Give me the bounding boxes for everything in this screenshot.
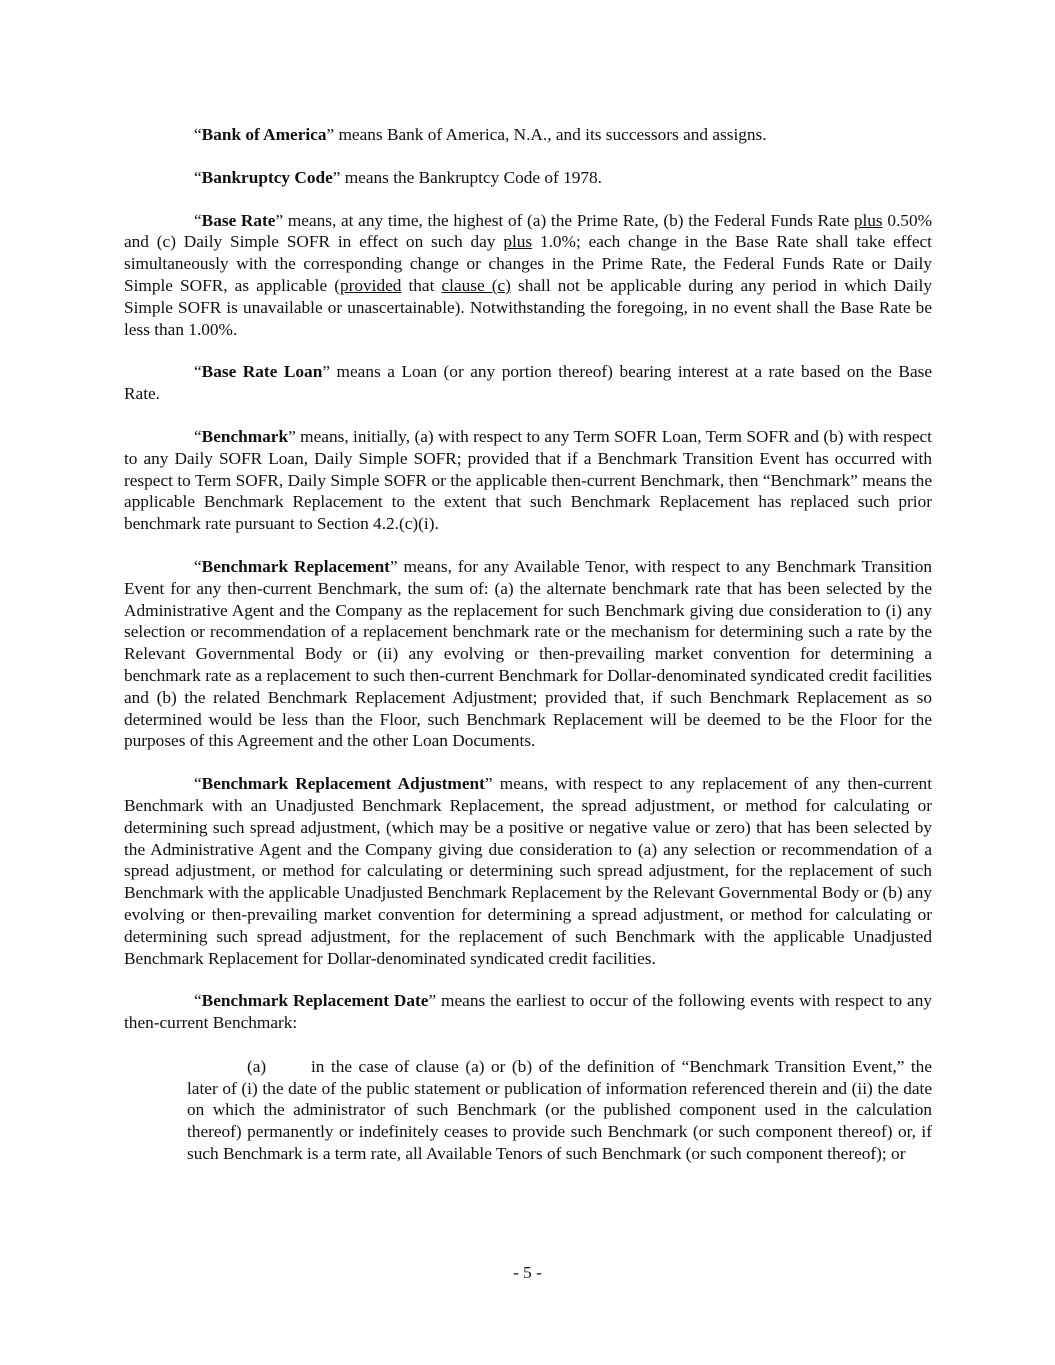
document-page <box>124 124 932 1165</box>
underlined-word: plus <box>503 232 533 252</box>
definition-bankruptcy-code: “Bankruptcy Code” means the Bankruptcy Code of 1978. <box>194 167 602 187</box>
definition-text: means, initially, (a) with respect to any Term SOFR Loan, Term SOFR and (b) with respect to any Daily SOFR Loan, Daily Simple SOFR; provided that if a Benchmark Transition Event has occurred with respect to Term SOFR, Daily Simple SOFR or the applicable then-current Benchmark, then “Benchmark” means the applicable Benchmark Replacement to the extent that such Benchmark Replacement has replaced such prior benchmark rate pursuant to Section 4.2.(c)(i). <box>124 426 932 534</box>
definition-benchmark-replacement-date: “Benchmark Replacement Date” means the earliest to occur of the following events with respect to any then-current Benchmark: <box>124 991 932 1033</box>
clause-text: in the case of clause (a) or (b) of the definition of “Benchmark Transition Event,” the later of (i) the date of the public statement or publication of information referenced therein and (ii) the date on which the administrator of such Benchmark (or the published component used in the calculation thereof) permanently or indefinitely ceases to provide such Benchmark (or such component thereof) or, if such Benchmark is a term rate, all Available Tenors of such Benchmark (or such component thereof); or <box>187 1056 932 1164</box>
clause-label: (a) <box>247 1056 267 1076</box>
definition-text: means, with respect to any replacement of any then-current Benchmark with an Unadjusted Benchmark Replacement, the spread adjustment, or method for calculating or determining such spread adjustment, (which may be a positive or negative value or zero) that has been selected by the Administrative Agent and the Company giving due consideration to (a) any selection or recommendation of a spread adjustment, or method for calculating or determining such spread adjustment, for the replacement of such Benchmark with the applicable Unadjusted Benchmark Replacement by the Relevant Governmental Body or (b) any evolving or then-prevailing market convention for determining a spread adjustment, or method for calculating or determining such spread adjustment, for the replacement of such Benchmark with the applicable Unadjusted Benchmark Replacement for Dollar-denominated syndicated credit facilities. <box>124 774 932 968</box>
defined-term: Bank of America <box>201 125 327 144</box>
definition-text: means, at any time, the highest of (a) the Prime Rate, (b) the Federal Funds Rate <box>283 210 854 230</box>
definition-benchmark-replacement-adjustment: “Benchmark Replacement Adjustment” means, with respect to any replacement of any then-current Benchmark with an Unadjusted Benchmark Replacement, the spread adjustment, or method for calculating or determining such spread adjustment, (which may be a positive or negative value or zero) that has been selected by the Administrative Agent and the Company giving due consideration to (a) any selection or recommendation of a spread adjustment, or method for calculating or determining such spread adjustment, for the replacement of such Benchmark with the applicable Unadjusted Benchmark Replacement by the Relevant Governmental Body or (b) any evolving or then-prevailing market convention for determining a spread adjustment, or method for calculating or determining such spread adjustment, for the replacement of such Benchmark with the applicable Unadjusted Benchmark Replacement for Dollar-denominated syndicated credit facilities. <box>124 774 932 968</box>
defined-term: Benchmark Replacement Date <box>201 991 429 1011</box>
definition-text: 0.50% and (c) Daily Simple SOFR in effect on such day <box>124 210 932 252</box>
definition-benchmark: “Benchmark” means, initially, (a) with respect to any Term SOFR Loan, Term SOFR and (b) with respect to any Daily SOFR Loan, Daily Simple SOFR; provided that if a Benchmark Transition Event has occurred with respect to Term SOFR, Daily Simple SOFR or the applicable then-current Benchmark, then “Benchmark” means the applicable Benchmark Replacement to the extent that such Benchmark Replacement has replaced such prior benchmark rate pursuant to Section 4.2.(c)(i). <box>124 426 932 534</box>
defined-term: Benchmark Replacement <box>201 556 390 576</box>
definition-base-rate: “Base Rate” means, at any time, the highest of (a) the Prime Rate, (b) the Federal Funds Rate plus 0.50% and (c) Daily Simple SOFR in effect on such day plus 1.0%; each change in the Base Rate shall take effect simultaneously with the corresponding change or changes in the Prime Rate, the Federal Funds Rate or Daily Simple SOFR, as applicable (provided that clause (c) shall not be applicable during any period in which Daily Simple SOFR is unavailable or unascertainable). Notwithstanding the foregoing, in no event shall the Base Rate be less than 1.00%. <box>124 210 932 339</box>
definition-text: 1.0%; each change in the Base Rate shall take effect simultaneously with the corresponding change or changes in the Prime Rate, the Federal Funds Rate or Daily Simple SOFR, as applicable ( <box>124 232 932 295</box>
definition-text: means, for any Available Tenor, with respect to any Benchmark Transition Event for any then-current Benchmark, the sum of: (a) the alternate benchmark rate that has been selected by the Administrative Agent and the Company as the replacement for such Benchmark giving due consideration to (i) any selection or recommendation of a replacement benchmark rate or the mechanism for determining such a rate by the Relevant Governmental Body or (ii) any evolving or then-prevailing market convention for determining a benchmark rate as a replacement to such then-current Benchmark for Dollar-denominated syndicated credit facilities and (b) the related Benchmark Replacement Adjustment; provided that, if such Benchmark Replacement as so determined would be less than the Floor, such Benchmark Replacement will be deemed to be the Floor for the purposes of this Agreement and the other Loan Documents. <box>124 556 932 751</box>
defined-term: Benchmark Replacement Adjustment <box>201 774 485 794</box>
definition-text: means Bank of America, N.A., and its successors and assigns. <box>334 125 767 144</box>
definition-text: that <box>401 275 442 295</box>
definition-text: means the earliest to occur of the following events with respect to any then-current Benchmark: <box>124 991 932 1033</box>
defined-term: Benchmark <box>201 426 289 446</box>
defined-term: Base Rate Loan <box>201 362 323 382</box>
definition-bank-of-america: “Bank of America” means Bank of America, N.A., and its successors and assigns. <box>194 125 767 144</box>
definition-text: shall not be applicable during any period in which Daily Simple SOFR is unavailable or unascertainable). Notwithstanding the foregoing, in no event shall the Base Rate be less than 1.00%. <box>124 275 932 339</box>
defined-term: Base Rate <box>201 210 276 230</box>
defined-term: Bankruptcy Code <box>201 167 333 187</box>
definition-text: means a Loan (or any portion thereof) bearing interest at a rate based on the Base Rate. <box>124 362 933 404</box>
definition-base-rate-loan: “Base Rate Loan” means a Loan (or any portion thereof) bearing interest at a rate based on the Base Rate. <box>124 362 933 404</box>
definition-text: means the Bankruptcy Code of 1978. <box>340 167 602 187</box>
clause-a <box>187 1056 932 1165</box>
underlined-word: plus <box>853 210 883 230</box>
definition-benchmark-replacement: “Benchmark Replacement” means, for any Available Tenor, with respect to any Benchmark Transition Event for any then-current Benchmark, the sum of: (a) the alternate benchmark rate that has been selected by the Administrative Agent and the Company as the replacement for such Benchmark giving due consideration to (i) any selection or recommendation of a replacement benchmark rate or the mechanism for determining such a rate by the Relevant Governmental Body or (ii) any evolving or then-prevailing market convention for determining a benchmark rate as a replacement to such then-current Benchmark for Dollar-denominated syndicated credit facilities and (b) the related Benchmark Replacement Adjustment; provided that, if such Benchmark Replacement as so determined would be less than the Floor, such Benchmark Replacement will be deemed to be the Floor for the purposes of this Agreement and the other Loan Documents. <box>124 556 932 751</box>
underlined-word: provided <box>339 275 402 295</box>
page-number: - 5 - <box>513 1263 542 1282</box>
underlined-word: clause (c) <box>441 275 511 295</box>
